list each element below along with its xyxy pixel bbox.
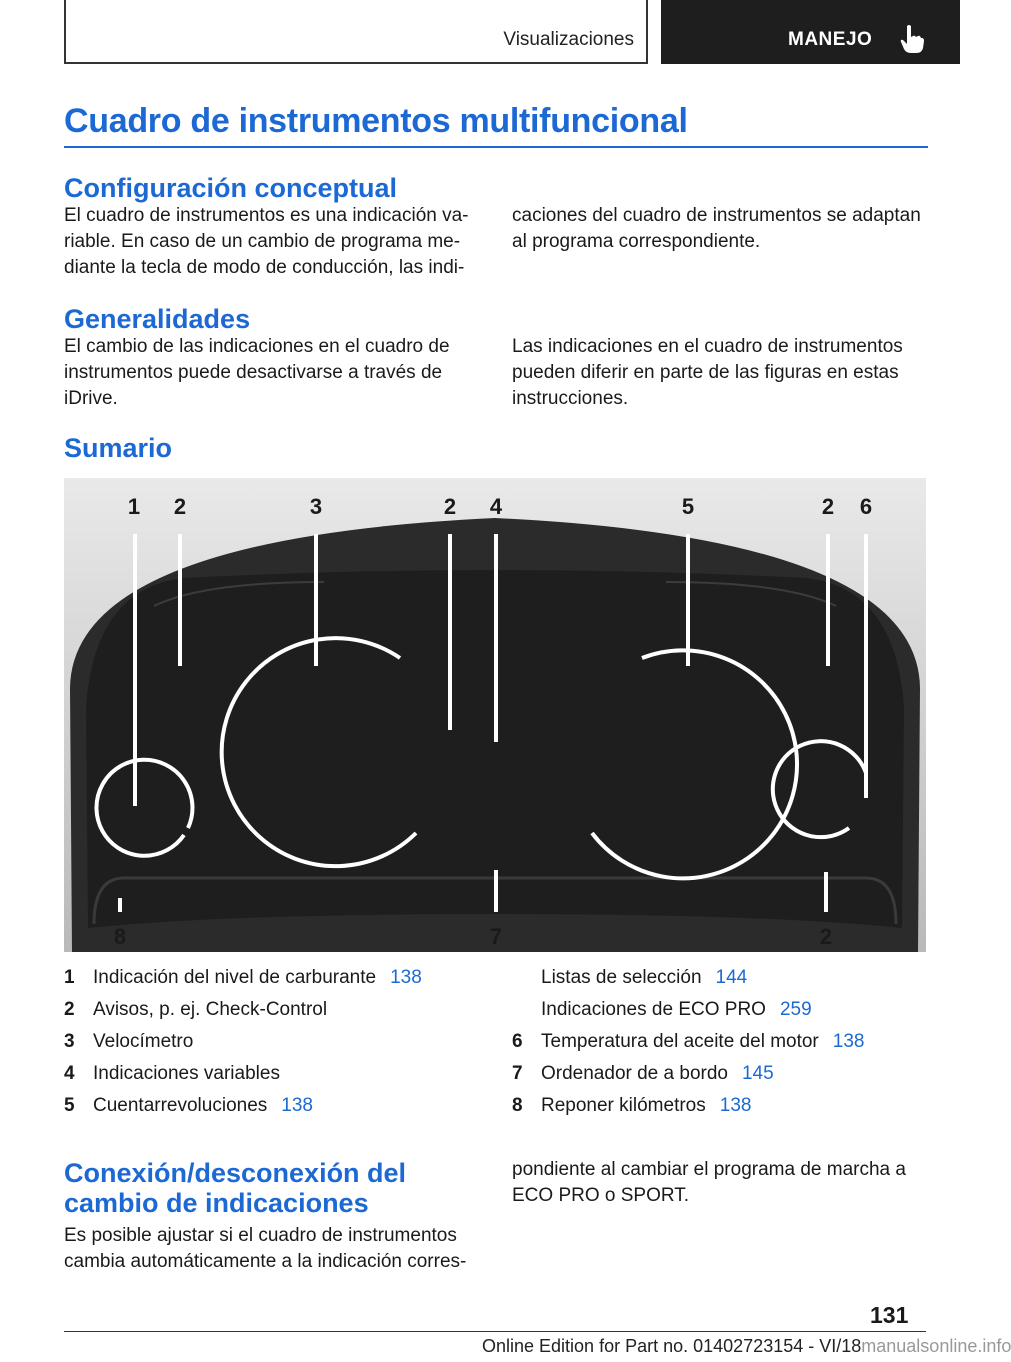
general-col1-line2: instrumentos puede desactivarse a través de — [64, 362, 443, 383]
toggle-col1-line2: cambia automáticamente a la indicación corres- — [64, 1251, 467, 1272]
legend-number: 1 — [64, 967, 75, 988]
legend-item — [512, 1030, 864, 1054]
config-col1-line3: diante la tecla de modo de conducción, las indi- — [64, 257, 465, 278]
legend-item — [512, 966, 747, 990]
legend-item — [512, 1062, 774, 1086]
legend-text: Indicación del nivel de carburante — [93, 967, 377, 988]
heading-toggle-line1: Conexión/desconexión del — [64, 1158, 407, 1188]
legend-text: Velocímetro — [93, 1031, 194, 1052]
footer-watermark: manualsonline.info — [861, 1336, 1011, 1356]
legend-text: Listas de selección — [541, 967, 702, 988]
callout-2a: 2 — [173, 494, 187, 519]
legend-number: 5 — [64, 1095, 75, 1116]
legend-text: Indicaciones variables — [93, 1063, 280, 1084]
header-chapter-tab — [661, 0, 960, 64]
config-col2-line1: caciones del cuadro de instrumentos se adaptan — [512, 205, 921, 226]
page-reference-link[interactable]: 144 — [715, 967, 748, 988]
page-reference-link[interactable]: 138 — [390, 967, 422, 988]
toggle-col1-line1: Es posible ajustar si el cuadro de instrumentos — [64, 1225, 457, 1246]
legend-item — [64, 1094, 313, 1118]
footer-divider — [64, 1331, 926, 1332]
legend-number: 4 — [64, 1063, 75, 1084]
legend-text: Ordenador de a bordo — [541, 1063, 728, 1084]
legend-item — [64, 1030, 193, 1054]
toggle-col2-line1: pondiente al cambiar el programa de marcha a — [512, 1159, 906, 1180]
callout-6: 6 — [859, 494, 873, 519]
page-reference-link[interactable]: 259 — [779, 999, 812, 1020]
legend-text: Cuentarrevoluciones — [93, 1095, 268, 1116]
header-chapter-label: MANEJO — [788, 29, 873, 50]
callout-8: 8 — [113, 924, 127, 949]
legend-text: Avisos, p. ej. Check-Control — [93, 999, 328, 1020]
callout-2b: 2 — [443, 494, 457, 519]
legend-item — [64, 1062, 280, 1086]
callout-3: 3 — [309, 494, 323, 519]
legend-text: Indicaciones de ECO PRO — [541, 999, 766, 1020]
legend-text: Temperatura del aceite del motor — [541, 1031, 819, 1052]
legend-number: 3 — [64, 1031, 75, 1052]
heading-general: Generalidades — [64, 304, 251, 334]
callout-1: 1 — [127, 494, 141, 519]
legend-number: 6 — [512, 1031, 523, 1052]
page-number: 131 — [870, 1302, 909, 1328]
header-section-title: Visualizaciones — [503, 29, 634, 50]
footer-edition — [482, 1336, 1011, 1357]
general-col1-line3: iDrive. — [64, 388, 118, 409]
page-reference-link[interactable]: 138 — [281, 1095, 313, 1116]
general-col2-line2: pueden diferir en parte de las figuras en estas — [512, 362, 899, 383]
config-col1-line2: riable. En caso de un cambio de programa me- — [64, 231, 461, 252]
callout-4: 4 — [489, 494, 503, 519]
legend-number: 7 — [512, 1063, 523, 1084]
legend-item — [64, 998, 327, 1022]
callout-7: 7 — [489, 924, 503, 949]
footer-edition-text: Online Edition for Part no. 01402723154 - VI/18 — [482, 1336, 862, 1356]
general-col2-line3: instrucciones. — [512, 388, 629, 409]
toggle-col2-line2: ECO PRO o SPORT. — [512, 1185, 690, 1206]
callout-2d: 2 — [819, 924, 833, 949]
general-col2-line1: Las indicaciones en el cuadro de instrumentos — [512, 336, 903, 357]
page-reference-link[interactable]: 145 — [741, 1063, 774, 1084]
legend-number: 2 — [64, 999, 75, 1020]
callout-2c: 2 — [821, 494, 835, 519]
callout-5: 5 — [681, 494, 695, 519]
legend-item — [512, 1094, 751, 1118]
page-title: Cuadro de instrumentos multifuncional — [64, 102, 688, 140]
config-col1-line1: El cuadro de instrumentos es una indicación va- — [64, 205, 469, 226]
legend-item — [64, 966, 422, 990]
legend-number: 8 — [512, 1095, 523, 1116]
title-divider — [64, 146, 928, 148]
legend-text: Reponer kilómetros — [541, 1095, 706, 1116]
pointing-hand-icon — [899, 24, 925, 54]
general-col1-line1: El cambio de las indicaciones en el cuadro de — [64, 336, 450, 357]
page-reference-link[interactable]: 138 — [719, 1095, 752, 1116]
config-col2-line2: al programa correspondiente. — [512, 231, 761, 252]
legend-item — [512, 998, 812, 1022]
instrument-cluster-figure — [64, 478, 926, 952]
heading-toggle-line2: cambio de indicaciones — [64, 1188, 369, 1218]
page-reference-link[interactable]: 138 — [832, 1031, 865, 1052]
heading-summary: Sumario — [64, 433, 173, 463]
heading-config: Configuración conceptual — [64, 173, 398, 203]
